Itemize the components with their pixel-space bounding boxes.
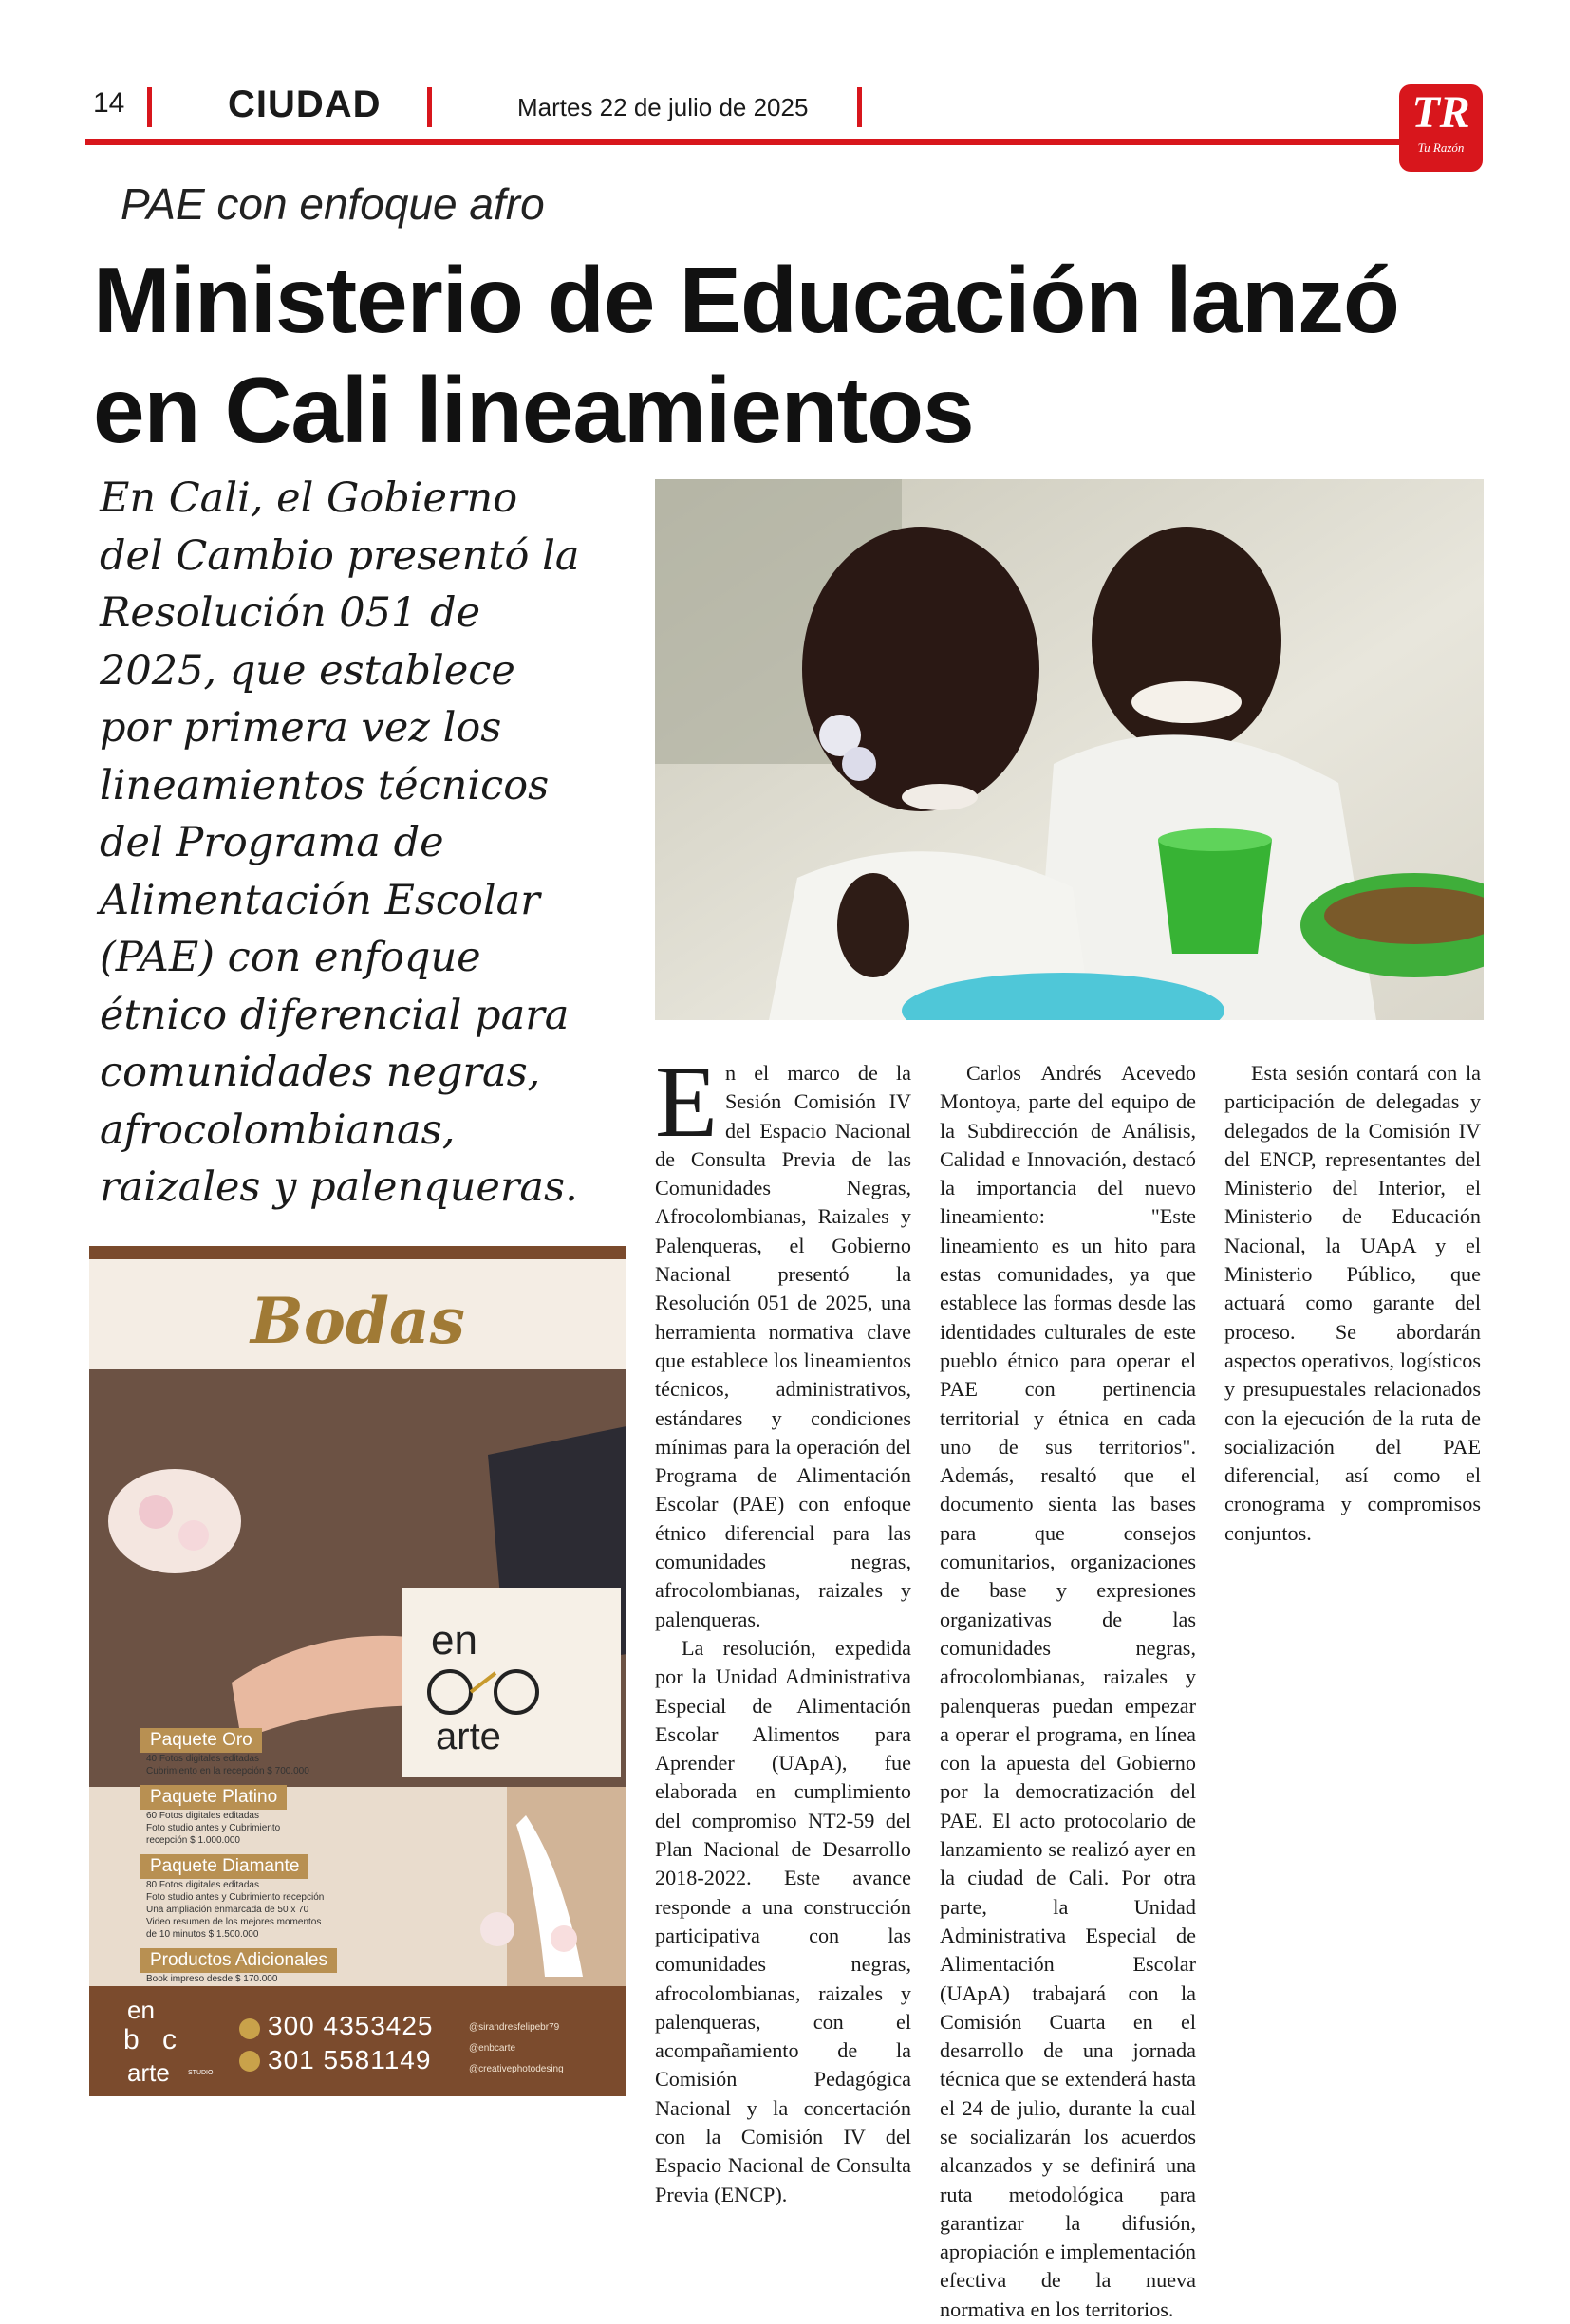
package-detail: Una ampliación enmarcada de 50 x 70	[146, 1905, 309, 1915]
package-title: Paquete Platino	[140, 1785, 287, 1810]
article-column	[655, 1046, 911, 2209]
package-title: Paquete Diamante	[140, 1854, 308, 1879]
ad-top-band	[89, 1246, 626, 1259]
paragraph: Esta sesión contará con la participación de delegadas y delegados de la Comisión IV del ENCP, representantes del Ministerio del Interior, el Ministerio de Educación Nacional, la UApA y el Ministerio Público, que actuará como garante del proceso. Se abordarán aspectos operativos, logísticos y presupuestales relacionados con la ejecución de la ruta de socialización del PAE diferencial, así como el cronograma y compromisos conjuntos.	[1224, 1061, 1481, 1545]
brand-small: STUDIO	[188, 2070, 214, 2076]
section-title: CIUDAD	[228, 84, 382, 125]
whatsapp-icon	[239, 2018, 260, 2039]
package-detail: Foto studio antes y Cubrimiento	[146, 1823, 281, 1833]
package-detail: Video resumen de los mejores momentos	[146, 1917, 322, 1927]
logo-letters: TR	[1411, 87, 1470, 138]
wedding-ad	[89, 1246, 626, 2096]
package-detail: recepción $ 1.000.000	[146, 1835, 240, 1846]
package-detail: Foto studio antes y Cubrimiento recepción	[146, 1892, 325, 1903]
package-detail: 60 Fotos digitales editadas	[146, 1811, 259, 1821]
package-detail: 40 Fotos digitales editadas	[146, 1754, 259, 1764]
package-detail: de 10 minutos $ 1.500.000	[146, 1929, 259, 1940]
header-rule	[85, 139, 1400, 145]
ad-contact-band	[89, 1986, 626, 2096]
article-column	[1224, 1059, 1481, 1548]
social-handle: @sirandresfelipebr79	[469, 2022, 560, 2033]
brand-mid: b c	[123, 2024, 185, 2055]
paragraph: La resolución, expedida por la Unidad Administrativa Especial de Alimentación Escolar Alimentos para Aprender (UApA), fue elaborada en cumplimiento del compromiso NT2-59 del Plan Nacional de Desarrollo 2018-2022. Este avance responde a una construcción participativa con las comunidades negras, afrocolombianas, raizales y palenqueras, con el acompañamiento de la Comisión Pedagógica Nacional y la concertación con la Comisión IV del Espacio Nacional de Consulta Previa (ENCP).	[655, 1635, 911, 2206]
logo-caption: Tu Razón	[1417, 140, 1465, 155]
kicker: PAE con enfoque afro	[121, 179, 545, 229]
article-column	[940, 1059, 1196, 2324]
svg-text:arte: arte	[436, 1716, 501, 1757]
divider	[857, 87, 862, 127]
paragraph: Carlos Andrés Acevedo Montoya, parte del equipo de la Subdirección de Análisis, Calidad e Innovación, destacó la importancia del nuevo lineamiento: "Este lineamiento es un hito para estas comunidades, ya que establece las formas desde las identidades culturales de este pueblo étnico para operar el PAE con pertinencia territorial y étnica en cada uno de sus territorios". Además, resaltó que el documento sienta las bases para que consejos comunitarios, organizaciones de base y expresiones organizativas de las comunidades negras, afrocolombianas, raizales y palenqueras puedan empezar a operar el programa, en línea con la apuesta del Gobierno por la democratización del PAE. El acto protocolario de lanzamiento se realizó ayer en la ciudad de Cali. Por otra parte, la Unidad Administrativa Especial de Alimentación Escolar (UApA) trabajará con la Comisión Cuarta en el desarrollo de una jornada técnica que se extenderá hasta el 24 de julio, durante la cual se socializarán los acuerdos alcanzados y se definirá una ruta metodológica para garantizar la difusión, apropiación e implementación efectiva de la nueva normativa en los territorios.	[940, 1061, 1196, 2321]
package-title: Paquete Oro	[140, 1728, 262, 1753]
package-title: Productos Adicionales	[140, 1948, 337, 1973]
divider	[147, 87, 152, 127]
issue-date: Martes 22 de julio de 2025	[517, 93, 809, 121]
page-number: 14	[93, 87, 125, 119]
package-list	[140, 1720, 463, 1998]
social-handle: @creativephotodesing	[469, 2064, 564, 2074]
social-handle: @enbcarte	[469, 2043, 516, 2054]
lede: En Cali, el Gobierno del Cambio presentó la Resolución 051 de 2025, que establece por primera vez los lineamientos técnicos del Programa de Alimentación Escolar (PAE) con enfoque étnico diferencial para comunidades negras, afrocolombianas, raizales y palenqueras.	[100, 474, 580, 1211]
package-detail: Book impreso desde $ 170.000	[146, 1974, 278, 1984]
newspaper-logo	[1399, 84, 1483, 172]
phone-number: 300 4353425	[268, 2011, 434, 2040]
divider	[427, 87, 432, 127]
svg-text:en: en	[431, 1617, 477, 1664]
brand-bottom: arte	[127, 2058, 170, 2087]
package-detail: Cubrimiento en la recepción $ 700.000	[146, 1766, 309, 1776]
ad-title: Bodas	[251, 1284, 465, 1358]
headline: Ministerio de Educación lanzó en Cali lineamientos	[93, 248, 1399, 462]
article-photo	[655, 479, 1484, 1020]
paragraph: n el marco de la Sesión Comisión IV del Espacio Nacional de Consulta Previa de las Comunidades Negras, Afrocolombianas, Raizales y Palenqueras, el Gobierno Nacional presentó la Resolución 051 de 2025, una herramienta normativa clave que establece los lineamientos técnicos, administrativos, estándares y condiciones mínimas para la operación del Programa de Alimentación Escolar (PAE) con enfoque étnico diferencial para las comunidades negras, afrocolombianas, raizales y palenqueras.	[655, 1061, 911, 1631]
phone-number: 301 5581149	[268, 2045, 432, 2074]
whatsapp-icon	[239, 2051, 260, 2072]
package-detail: 80 Fotos digitales editadas	[146, 1880, 259, 1890]
brand-top: en	[127, 1996, 155, 2024]
drop-cap: E	[655, 1046, 718, 1159]
